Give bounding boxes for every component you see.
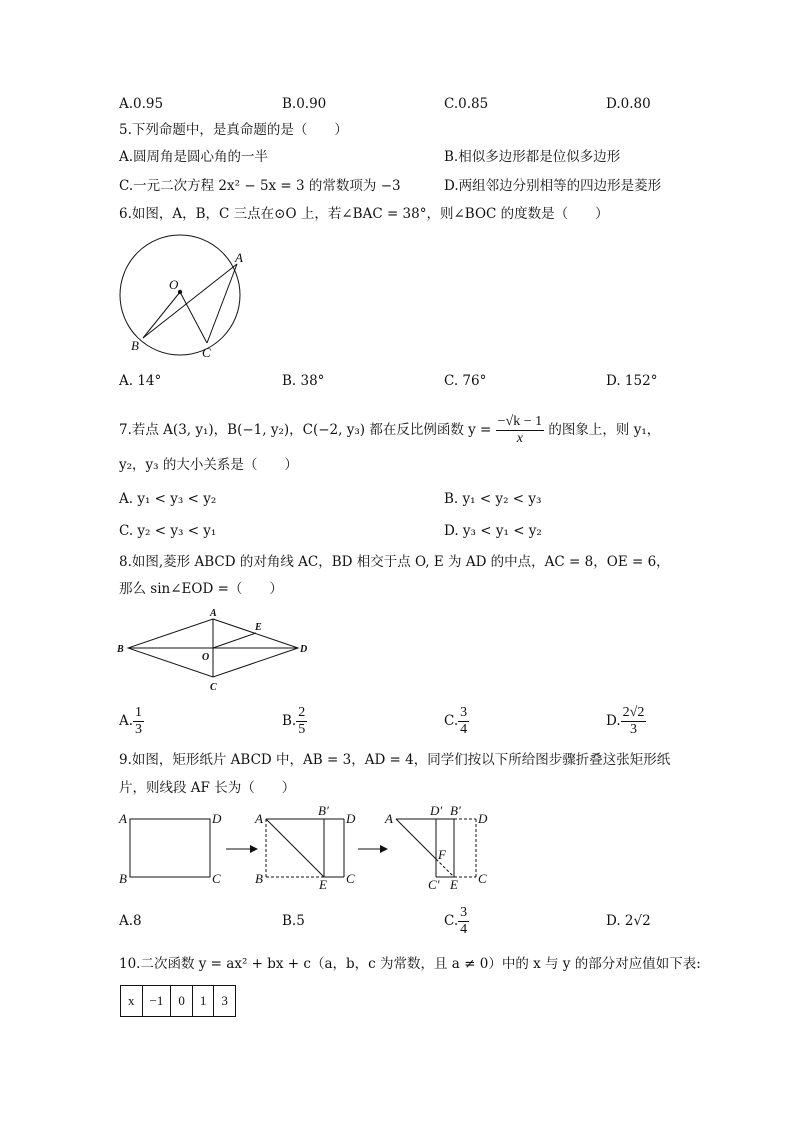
q9-option-c: C. $\frac{3}{4}$ bbox=[444, 905, 468, 937]
q9-fig1-label-b: B bbox=[119, 871, 127, 886]
q5-option-a: A.圆周角是圆心角的一半 bbox=[119, 149, 269, 165]
q10-value-table bbox=[120, 985, 236, 1017]
q9-fig3-label-f: F bbox=[438, 847, 446, 862]
q8-label-o: O bbox=[202, 652, 210, 663]
table-cell: 0 bbox=[171, 986, 193, 1017]
q9-fig3-label-e: E bbox=[450, 877, 458, 892]
q4-option-d: D.0.80 bbox=[606, 96, 651, 112]
q9-stem-line2: 片，则线段 AF 长为（ ） bbox=[119, 780, 296, 796]
q9-fig3-label-c: C bbox=[478, 871, 487, 886]
q6-option-b: B. 38° bbox=[282, 373, 325, 389]
q8-label-c: C bbox=[210, 682, 217, 693]
q7-option-b: B. y₁ < y₂ < y₃ bbox=[444, 491, 542, 507]
q4-option-a: A.0.95 bbox=[119, 96, 164, 112]
q5-option-d: D.两组邻边分别相等的四边形是菱形 bbox=[444, 178, 662, 194]
table-cell: x bbox=[121, 986, 143, 1017]
q4-option-b: B.0.90 bbox=[282, 96, 327, 112]
q7-stem-line2: y₂，y₃ 的大小关系是（ ） bbox=[119, 457, 298, 473]
q9-fig3-label-a: A bbox=[385, 811, 393, 826]
q6-option-a: A. 14° bbox=[119, 373, 162, 389]
q7-stem bbox=[119, 410, 660, 450]
q8-label-d: D bbox=[300, 644, 308, 655]
q9-fig1-label-d: D bbox=[212, 811, 222, 826]
q9-fig3-label-d1: D′ bbox=[430, 803, 443, 818]
q7-fraction-denominator: x bbox=[516, 431, 523, 446]
q6-stem: 6.如图，A，B，C 三点在⊙O 上，若∠BAC = 38°，则∠BOC 的度数是（ ） bbox=[119, 206, 609, 222]
q9-option-d: D. 2√2 bbox=[606, 913, 651, 929]
q9-fig3-label-d: D bbox=[478, 811, 488, 826]
q8-rhombus-figure bbox=[114, 604, 314, 694]
q8-option-c: C. $\frac{3}{4}$ bbox=[444, 705, 468, 737]
q9-option-b: B.5 bbox=[282, 913, 305, 929]
q9-folding-figure bbox=[114, 803, 494, 893]
q9-fig2-label-e: E bbox=[319, 877, 327, 892]
q6-circle-figure bbox=[110, 232, 260, 364]
q7-stem-part2: 的图象上，则 y₁， bbox=[548, 422, 661, 438]
q9-fig2-label-d: D bbox=[346, 811, 356, 826]
q5-option-b: B.相似多边形都是位似多边形 bbox=[444, 149, 621, 165]
q9-stem: 9.如图，矩形纸片 ABCD 中，AB = 3，AD = 4，同学们按以下所给图步骤折叠这张矩形纸 bbox=[119, 752, 671, 768]
table-cell: 1 bbox=[192, 986, 214, 1017]
q9-fig2-label-b1: B′ bbox=[318, 803, 329, 818]
table-cell: −1 bbox=[142, 986, 171, 1017]
q7-fraction-numerator: −√k − 1 bbox=[497, 414, 543, 429]
q8-stem-line2: 那么 sin∠EOD =（ ） bbox=[119, 581, 283, 597]
q4-option-c: C.0.85 bbox=[444, 96, 489, 112]
q8-label-a: A bbox=[210, 608, 217, 619]
q9-fig2-label-b: B bbox=[255, 871, 263, 886]
q6-label-b: B bbox=[131, 338, 139, 353]
table-row bbox=[121, 986, 236, 1017]
q7-option-c: C. y₂ < y₃ < y₁ bbox=[119, 523, 217, 539]
q8-label-e: E bbox=[255, 622, 262, 633]
q10-stem: 10.二次函数 y = ax² + bx + c（a，b，c 为常数，且 a ≠ 0）中的 x 与 y 的部分对应值如下表: bbox=[119, 956, 701, 972]
q8-option-a: A. $\frac{1}{3}$ bbox=[119, 705, 143, 737]
q8-option-d: D. $\frac{2√2}{3}$ bbox=[606, 705, 645, 737]
q9-fig1-label-c: C bbox=[212, 871, 221, 886]
q6-label-o: O bbox=[169, 277, 179, 292]
q6-label-c: C bbox=[202, 345, 211, 360]
q7-fraction bbox=[496, 414, 544, 447]
q9-fig3-label-b1: B′ bbox=[450, 803, 461, 818]
table-cell: 3 bbox=[214, 986, 236, 1017]
q5-option-c: C.一元二次方程 2x² − 5x = 3 的常数项为 −3 bbox=[119, 178, 401, 194]
q8-stem: 8.如图,菱形 ABCD 的对角线 AC，BD 相交于点 O, E 为 AD 的中点，AC = 8，OE = 6， bbox=[119, 554, 670, 570]
q9-option-a: A.8 bbox=[119, 913, 142, 929]
q7-option-d: D. y₃ < y₁ < y₂ bbox=[444, 523, 542, 539]
q9-fig2-label-a: A bbox=[255, 811, 263, 826]
q6-option-c: C. 76° bbox=[444, 373, 487, 389]
q9-fig3-label-c1: C′ bbox=[428, 877, 440, 892]
q7-option-a: A. y₁ < y₃ < y₂ bbox=[119, 491, 217, 507]
q8-label-b: B bbox=[117, 644, 124, 655]
q6-label-a: A bbox=[235, 250, 243, 265]
q7-stem-part1: 7.若点 A(3, y₁)，B(−1, y₂)，C(−2, y₃) 都在反比例函数 y = bbox=[119, 422, 492, 438]
q9-fig1-label-a: A bbox=[119, 811, 127, 826]
q9-fig2-label-c: C bbox=[346, 871, 355, 886]
q6-option-d: D. 152° bbox=[606, 373, 658, 389]
q8-option-b: B. $\frac{2}{5}$ bbox=[282, 705, 306, 737]
q5-stem: 5.下列命题中，是真命题的是（ ） bbox=[119, 122, 348, 138]
